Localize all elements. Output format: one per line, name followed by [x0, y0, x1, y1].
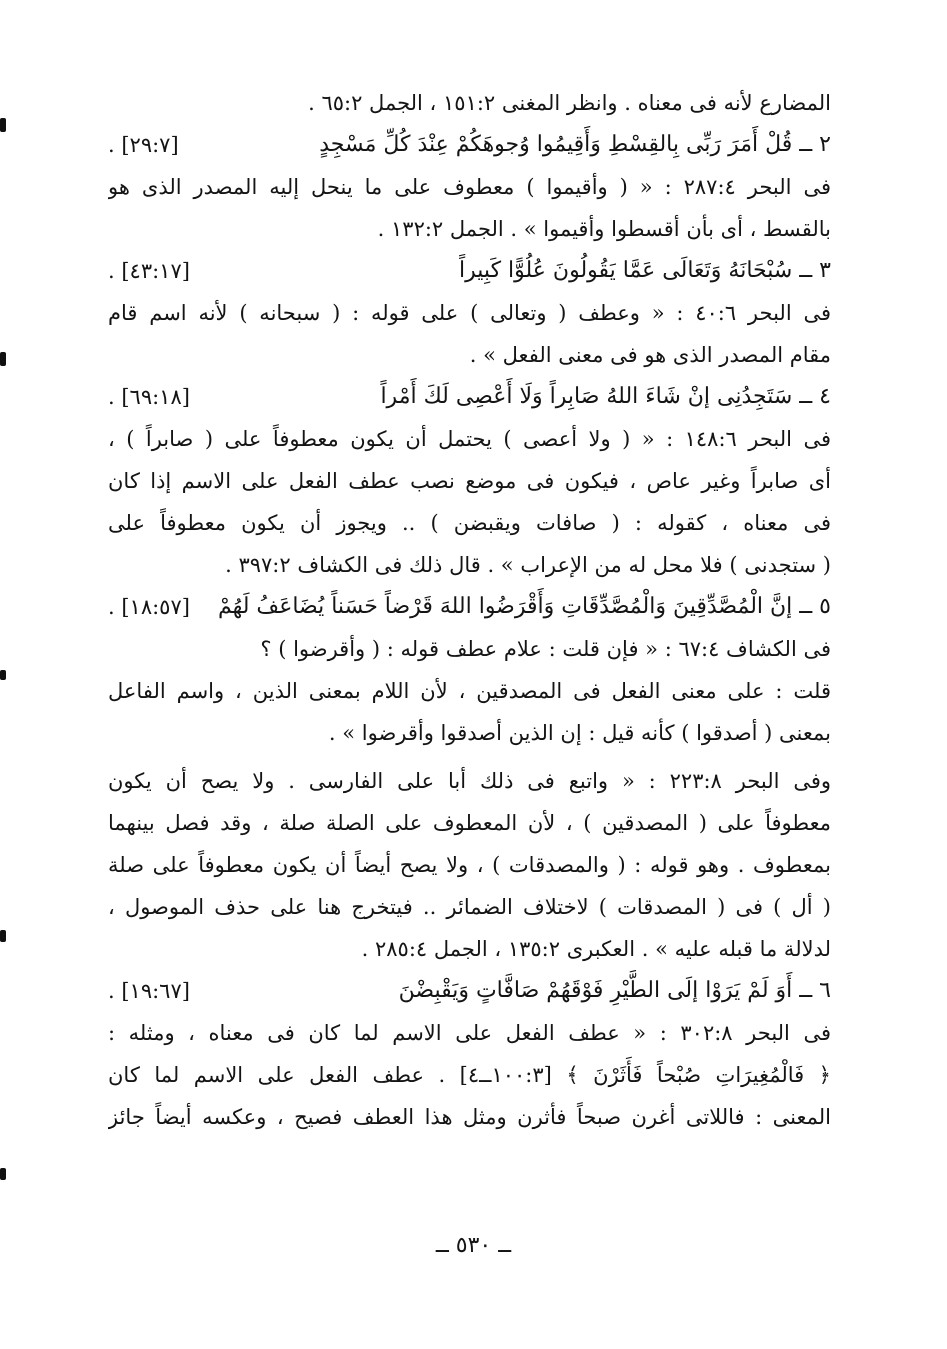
text-line: فى البحر ٣٠٢:٨ : « عطف الفعل على الاسم لما كان فى معناه ، ومثله :	[108, 1021, 831, 1045]
text-line: فى البحر ١٤٨:٦ : « ( ولا أعصى ) يحتمل أن يكون معطوفاً على ( صابراً ) ،	[108, 427, 831, 451]
verse-reference: [٤٣:١٧] .	[108, 259, 190, 283]
verse-reference: [١٨:٥٧] .	[108, 595, 190, 619]
text-line: ( ستجدنى ) فلا محل له من الإعراب » . قال ذلك فى الكشاف ٣٩٧:٢ .	[225, 553, 831, 577]
text-line: معطوفاً على ( المصدقين ) ، لأن المعطوف على الصلة صلة ، وقد فصل بينهما	[108, 811, 831, 835]
text-line: فى البحر ٢٨٧:٤ : « ( وأقيموا ) معطوف على ما ينحل إليه المصدر الذى هو	[108, 175, 831, 199]
text-line: أى صابراً وغير عاص ، فيكون فى موضع نصب عطف الفعل على الاسم إذا كان	[108, 469, 831, 493]
page-number: ــ ٥٣٠ ــ	[435, 1233, 512, 1258]
verse-text: ٢ ــ قُلْ أَمَرَ رَبِّى بِالقِسْطِ وَأَقِيمُوا وُجوهَكُمْ عِنْدَ كُلِّ مَسْجِدٍ	[319, 132, 831, 157]
verse-reference: [٦٩:١٨] .	[108, 385, 190, 409]
binding-mark	[0, 670, 6, 680]
text-line: فى البحر ٤٠:٦ : « وعطف ( وتعالى ) على قوله : ( سبحانه ) لأنه اسم قام	[108, 301, 831, 325]
text-line: المضارع لأنه فى معناه . وانظر المغنى ١٥١:٢ ، الجمل ٦٥:٢ .	[308, 91, 831, 115]
text-line: وفى البحر ٢٢٣:٨ : « واتبع فى ذلك أبا على الفارسى . ولا يصح أن يكون	[108, 769, 831, 793]
text-line: المعنى : فاللاتى أغرن صبحاً فأثرن ومثل هذا العطف فصيح ، وعكسه أيضاً جائز	[108, 1105, 831, 1129]
verse-reference: [٢٩:٧] .	[108, 133, 179, 157]
text-line: فى الكشاف ٦٧:٤ : « فإن قلت : علام عطف قوله : ( وأقرضوا ) ؟	[260, 637, 831, 661]
page-body	[108, 82, 831, 1138]
verse-line	[108, 586, 831, 628]
text-line: فى معناه ، كقوله : ( صافات ويقبضن ) .. ويجوز أن يكون معطوفاً على	[108, 511, 831, 535]
verse-line	[108, 124, 831, 166]
text-line: ﴿ فَالْمُغِيرَاتِ صُبْحاً فَأَثَرْنَ ﴾ [١٠٠:٣ــ٤] . عطف الفعل على الاسم لما كان	[108, 1063, 831, 1087]
verse-reference: [١٩:٦٧] .	[108, 979, 190, 1003]
text-line: لدلالة ما قبله عليه » . العكبرى ١٣٥:٢ ، الجمل ٢٨٥:٤ .	[361, 937, 831, 961]
binding-mark	[0, 352, 6, 366]
binding-mark	[0, 118, 6, 132]
verse-line	[108, 376, 831, 418]
binding-mark	[0, 1168, 6, 1180]
text-line: ( أل ) فى ( المصدقات ) لاختلاف الضمائر .. فيتخرج هنا على حذف الموصول ،	[108, 895, 831, 919]
verse-line	[108, 970, 831, 1012]
binding-mark	[0, 930, 6, 942]
verse-line	[108, 250, 831, 292]
text-line: بمعطوف . وهو قوله : ( والمصدقات ) ، ولا يصح أيضاً أن يكون معطوفاً على صلة	[108, 853, 831, 877]
verse-text: ٤ ــ سَتَجِدُنِى إنْ شَاءَ اللهُ صَابِراً وَلَا أَعْصِى لَكَ أَمْراً	[380, 384, 831, 409]
text-line: قلت : على معنى الفعل فى المصدقين ، لأن اللام بمعنى الذين ، واسم الفاعل	[108, 679, 831, 703]
text-line: بالقسط ، أى بأن أقسطوا وأقيموا » . الجمل ١٣٢:٢ .	[377, 217, 831, 241]
verse-text: ٣ ــ سُبْحَانَهُ وَتَعَالَى عَمَّا يَقُولُونَ عُلُوًّا كَبِيراً	[459, 258, 831, 283]
text-line: بمعنى ( أصدقوا ) كأنه قيل : إن الذين أصدقوا وأقرضوا » .	[328, 721, 831, 745]
verse-text: ٦ ــ أَوَ لَمْ يَرَوْا إلَى الطَّيْرِ فَوْقَهُمْ صَافَّاتٍ وَيَقْبِضْنَ	[398, 978, 831, 1003]
verse-text: ٥ ــ إنَّ الْمُصَّدِّقِينَ وَالْمُصَّدِّقَاتِ وَأَقْرَضُوا اللهَ قَرْضاً حَسَناً يُضَاعَفُ لَهُمْ	[217, 594, 831, 619]
text-line: مقام المصدر الذى هو فى معنى الفعل » .	[469, 343, 831, 367]
